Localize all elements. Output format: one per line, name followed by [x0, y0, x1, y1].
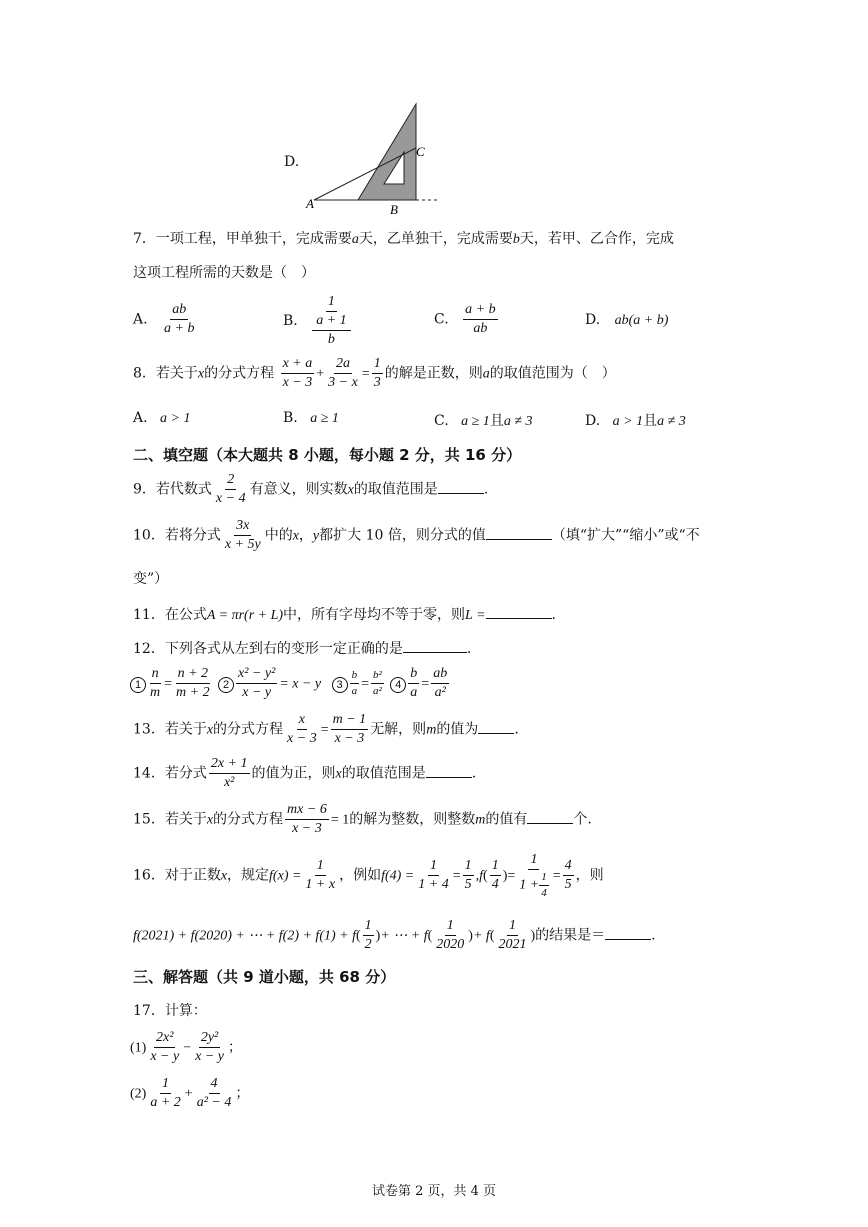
- q13: 13．若关于x的分式方程 $\frac{x}{x - 3}$ = $\frac{m - 1}{x - 3}$ 无解，则m的值为 .: [133, 712, 519, 747]
- label-a: A: [306, 196, 314, 211]
- q10-line1: 10．若将分式 $\frac{3x}{x + 5y}$ 中的x，y都扩大 10 倍，则分式的值 （填“扩大”“缩小”或“不: [133, 518, 700, 553]
- q8-option-d: D. a > 1且a ≠ 3: [585, 413, 686, 429]
- label-c: C: [416, 144, 425, 159]
- q8-option-b: B. a ≥ 1: [283, 410, 339, 426]
- section-3-heading: 三、解答题（共 9 道小题，共 68 分）: [133, 968, 396, 986]
- q8-option-c: C. a ≥ 1且a ≠ 3: [434, 413, 533, 429]
- q16-line1: 16．对于正数x，规定f(x) = $\frac{1}{1 + x}$ ，例如f(4) = $\frac{1}{1 + 4}$ = $\frac{1}{5}$ ,f( $\frac{1}{4}$ )= 1 1 + $\frac{1}{4}$ = $\frac{4}{5}$ ，则: [133, 852, 604, 899]
- q7-line1: 7．一项工程，甲单独干，完成需要a天，乙单独干，完成需要b天，若甲、乙合作，完成: [133, 231, 674, 247]
- q8-option-a: A. a > 1: [133, 410, 191, 426]
- q11: 11．在公式A = πr(r + L)中，所有字母均不等于零，则L = .: [133, 604, 556, 624]
- q10-line2: 变”）: [133, 571, 169, 587]
- section-2-heading: 二、填空题（本大题共 8 小题，每小题 2 分，共 16 分）: [133, 446, 522, 464]
- label-b: B: [390, 202, 398, 217]
- q7-option-a: A. $\frac{ab}{a + b}$: [133, 302, 195, 337]
- q7-line2: 这项工程所需的天数是（ ）: [133, 265, 315, 281]
- q9: 9．若代数式 $\frac{2}{x - 4}$ 有意义，则实数x的取值范围是 .: [133, 472, 489, 507]
- q6-option-d-label: D.: [284, 154, 300, 170]
- q7-option-b: B. $\frac{\frac{1}{a + 1}}{b}$: [283, 294, 353, 348]
- q8-stem: 8．若关于x的分式方程 $\frac{x + a}{x - 3}$ + $\frac{2a}{3 - x}$ = $\frac{1}{3}$ 的解是正数，则a的取值范围为（ ）: [133, 356, 616, 391]
- q17-title: 17．计算：: [133, 1003, 207, 1019]
- q16-line2: f(2021) + f(2020) + ⋯ + f(2) + f(1) + f( $\frac{1}{2}$ )+ ⋯ + f( $\frac{1}{2020}$ )+ f( $\frac{1}{2021}$ )的结果是＝ .: [133, 918, 656, 953]
- q14: 14．若分式 $\frac{2x + 1}{\text{x²}}$ 的值为正，则x的取值范围是 .: [133, 756, 477, 791]
- q15: 15．若关于x的分式方程 $\frac{mx - 6}{x - 3}$ = 1的解为整数，则整数m的值有 个.: [133, 802, 592, 837]
- q12-stem: 12．下列各式从左到右的变形一定正确的是 .: [133, 638, 471, 658]
- q6-triangle-figure: [300, 100, 450, 218]
- q17-part1: (1) $\frac{\text{2x²}}{x - y}$ − $\frac{\text{2y²}}{x - y}$ ；: [130, 1030, 242, 1065]
- q17-part2: (2) $\frac{1}{a + 2}$ + $\frac{4}{\text{a² − 4}}$ ；: [130, 1076, 250, 1111]
- q7-option-c: C. $\frac{a + b}{ab}$: [434, 302, 496, 337]
- q7-option-d: D. ab(a + b): [585, 312, 669, 328]
- page-footer: 试卷第 2 页，共 4 页: [371, 1184, 497, 1199]
- q12-expressions: 1 $\frac{n}{m}$ = $\frac{n + 2}{m + 2}$ 2 $\frac{\text{x² − y²}}{x - y}$ = x − y 3 $\frac{b}{a}$ = $\frac{\text{b²}}{\text{a²}}$ 4 $\frac{b}{a}$ = $\frac{ab}{\text{a²}}$: [130, 666, 451, 701]
